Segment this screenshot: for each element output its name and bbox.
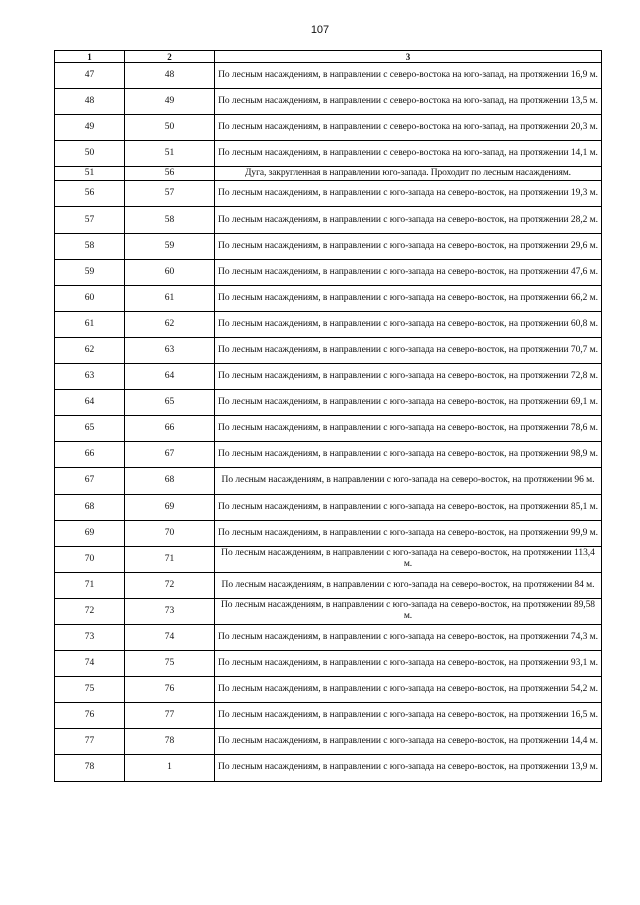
point-to-cell: 77	[125, 703, 215, 729]
point-to-cell: 56	[125, 167, 215, 181]
point-from-cell: 62	[55, 337, 125, 363]
column-header-3: 3	[215, 51, 602, 63]
boundary-description-cell: По лесным насаждениям, в направлении с юго-запада на северо-восток, на протяжении 16,5 м.	[215, 703, 602, 729]
point-from-cell: 64	[55, 390, 125, 416]
boundary-description-cell: По лесным насаждениям, в направлении с юго-запада на северо-восток, на протяжении 14,4 м.	[215, 729, 602, 755]
boundary-description-cell: По лесным насаждениям, в направлении с юго-запада на северо-восток, на протяжении 84 м.	[215, 572, 602, 598]
point-to-cell: 1	[125, 755, 215, 781]
boundary-description-cell: По лесным насаждениям, в направлении с юго-запада на северо-восток, на протяжении 99,9 м.	[215, 520, 602, 546]
boundary-description-cell: По лесным насаждениям, в направлении с юго-запада на северо-восток, на протяжении 47,6 м.	[215, 259, 602, 285]
table-row	[55, 390, 602, 416]
point-to-cell: 51	[125, 141, 215, 167]
point-to-cell: 78	[125, 729, 215, 755]
point-from-cell: 68	[55, 494, 125, 520]
point-from-cell: 78	[55, 755, 125, 781]
point-to-cell: 48	[125, 63, 215, 89]
table-header-row	[55, 51, 602, 63]
point-from-cell: 61	[55, 311, 125, 337]
table-row	[55, 311, 602, 337]
point-from-cell: 60	[55, 285, 125, 311]
point-from-cell: 63	[55, 364, 125, 390]
point-from-cell: 50	[55, 141, 125, 167]
table-row	[55, 755, 602, 781]
boundary-description-cell: По лесным насаждениям, в направлении с юго-запада на северо-восток, на протяжении 78,6 м.	[215, 416, 602, 442]
table-row	[55, 703, 602, 729]
column-header-1: 1	[55, 51, 125, 63]
point-to-cell: 66	[125, 416, 215, 442]
point-to-cell: 58	[125, 207, 215, 233]
point-from-cell: 65	[55, 416, 125, 442]
point-to-cell: 73	[125, 598, 215, 624]
boundary-description-cell: По лесным насаждениям, в направлении с юго-запада на северо-восток, на протяжении 70,7 м.	[215, 337, 602, 363]
point-to-cell: 49	[125, 89, 215, 115]
table-row	[55, 494, 602, 520]
boundary-description-cell: По лесным насаждениям, в направлении с юго-запада на северо-восток, на протяжении 72,8 м.	[215, 364, 602, 390]
point-from-cell: 75	[55, 677, 125, 703]
point-from-cell: 74	[55, 651, 125, 677]
point-to-cell: 50	[125, 115, 215, 141]
table-row	[55, 416, 602, 442]
table-row	[55, 207, 602, 233]
table-row	[55, 259, 602, 285]
point-from-cell: 70	[55, 546, 125, 572]
point-from-cell: 71	[55, 572, 125, 598]
point-from-cell: 58	[55, 233, 125, 259]
boundary-description-cell: По лесным насаждениям, в направлении с северо-востока на юго-запад, на протяжении 16,9 м.	[215, 63, 602, 89]
boundary-description-cell: По лесным насаждениям, в направлении с юго-запада на северо-восток, на протяжении 98,9 м.	[215, 442, 602, 468]
table-row	[55, 364, 602, 390]
point-to-cell: 62	[125, 311, 215, 337]
boundary-description-cell: По лесным насаждениям, в направлении с северо-востока на юго-запад, на протяжении 14,1 м.	[215, 141, 602, 167]
point-to-cell: 69	[125, 494, 215, 520]
point-from-cell: 73	[55, 624, 125, 650]
point-from-cell: 69	[55, 520, 125, 546]
boundary-description-cell: По лесным насаждениям, в направлении с юго-запада на северо-восток, на протяжении 60,8 м.	[215, 311, 602, 337]
point-to-cell: 74	[125, 624, 215, 650]
boundary-description-cell: По лесным насаждениям, в направлении с юго-запада на северо-восток, на протяжении 69,1 м.	[215, 390, 602, 416]
point-to-cell: 65	[125, 390, 215, 416]
table-row	[55, 167, 602, 181]
column-header-2: 2	[125, 51, 215, 63]
point-from-cell: 47	[55, 63, 125, 89]
boundary-description-cell: По лесным насаждениям, в направлении с юго-запада на северо-восток, на протяжении 89,58 м.	[215, 598, 602, 624]
point-to-cell: 76	[125, 677, 215, 703]
boundary-description-cell: По лесным насаждениям, в направлении с юго-запада на северо-восток, на протяжении 74,3 м.	[215, 624, 602, 650]
point-to-cell: 61	[125, 285, 215, 311]
boundary-description-cell: По лесным насаждениям, в направлении с юго-запада на северо-восток, на протяжении 29,6 м.	[215, 233, 602, 259]
boundary-description-cell: По лесным насаждениям, в направлении с юго-запада на северо-восток, на протяжении 19,3 м.	[215, 181, 602, 207]
boundary-description-cell: По лесным насаждениям, в направлении с юго-запада на северо-восток, на протяжении 66,2 м.	[215, 285, 602, 311]
point-to-cell: 57	[125, 181, 215, 207]
table-row	[55, 468, 602, 494]
table-row	[55, 598, 602, 624]
point-from-cell: 77	[55, 729, 125, 755]
table-row	[55, 233, 602, 259]
point-to-cell: 72	[125, 572, 215, 598]
boundary-description-cell: По лесным насаждениям, в направлении с юго-запада на северо-восток, на протяжении 113,4 м.	[215, 546, 602, 572]
boundary-description-cell: По лесным насаждениям, в направлении с юго-запада на северо-восток, на протяжении 54,2 м.	[215, 677, 602, 703]
point-from-cell: 72	[55, 598, 125, 624]
table-row	[55, 729, 602, 755]
point-to-cell: 68	[125, 468, 215, 494]
table-row	[55, 624, 602, 650]
boundary-description-cell: По лесным насаждениям, в направлении с юго-запада на северо-восток, на протяжении 96 м.	[215, 468, 602, 494]
point-from-cell: 57	[55, 207, 125, 233]
boundary-description-cell: Дуга, закругленная в направлении юго-запада. Проходит по лесным насаждениям.	[215, 167, 602, 181]
table-row	[55, 285, 602, 311]
table-row	[55, 115, 602, 141]
point-to-cell: 71	[125, 546, 215, 572]
table-row	[55, 89, 602, 115]
table-row	[55, 141, 602, 167]
point-from-cell: 48	[55, 89, 125, 115]
point-to-cell: 75	[125, 651, 215, 677]
point-from-cell: 76	[55, 703, 125, 729]
point-to-cell: 63	[125, 337, 215, 363]
table-row	[55, 520, 602, 546]
table-row	[55, 181, 602, 207]
table-row	[55, 63, 602, 89]
table-row	[55, 677, 602, 703]
point-to-cell: 67	[125, 442, 215, 468]
boundary-description-cell: По лесным насаждениям, в направлении с юго-запада на северо-восток, на протяжении 85,1 м.	[215, 494, 602, 520]
point-from-cell: 59	[55, 259, 125, 285]
table-row	[55, 442, 602, 468]
boundary-description-cell: По лесным насаждениям, в направлении с юго-запада на северо-восток, на протяжении 93,1 м.	[215, 651, 602, 677]
boundary-description-cell: По лесным насаждениям, в направлении с северо-востока на юго-запад, на протяжении 13,5 м.	[215, 89, 602, 115]
point-from-cell: 66	[55, 442, 125, 468]
point-from-cell: 49	[55, 115, 125, 141]
point-from-cell: 51	[55, 167, 125, 181]
table-row	[55, 546, 602, 572]
point-to-cell: 64	[125, 364, 215, 390]
page-number: 107	[310, 24, 330, 36]
table-row	[55, 651, 602, 677]
point-to-cell: 59	[125, 233, 215, 259]
table-row	[55, 337, 602, 363]
point-from-cell: 56	[55, 181, 125, 207]
point-to-cell: 70	[125, 520, 215, 546]
boundary-description-cell: По лесным насаждениям, в направлении с северо-востока на юго-запад, на протяжении 20,3 м.	[215, 115, 602, 141]
point-to-cell: 60	[125, 259, 215, 285]
boundary-description-cell: По лесным насаждениям, в направлении с юго-запада на северо-восток, на протяжении 13,9 м.	[215, 755, 602, 781]
boundary-description-cell: По лесным насаждениям, в направлении с юго-запада на северо-восток, на протяжении 28,2 м.	[215, 207, 602, 233]
table-row	[55, 572, 602, 598]
boundary-description-table	[54, 50, 602, 782]
point-from-cell: 67	[55, 468, 125, 494]
table-body	[55, 63, 602, 782]
